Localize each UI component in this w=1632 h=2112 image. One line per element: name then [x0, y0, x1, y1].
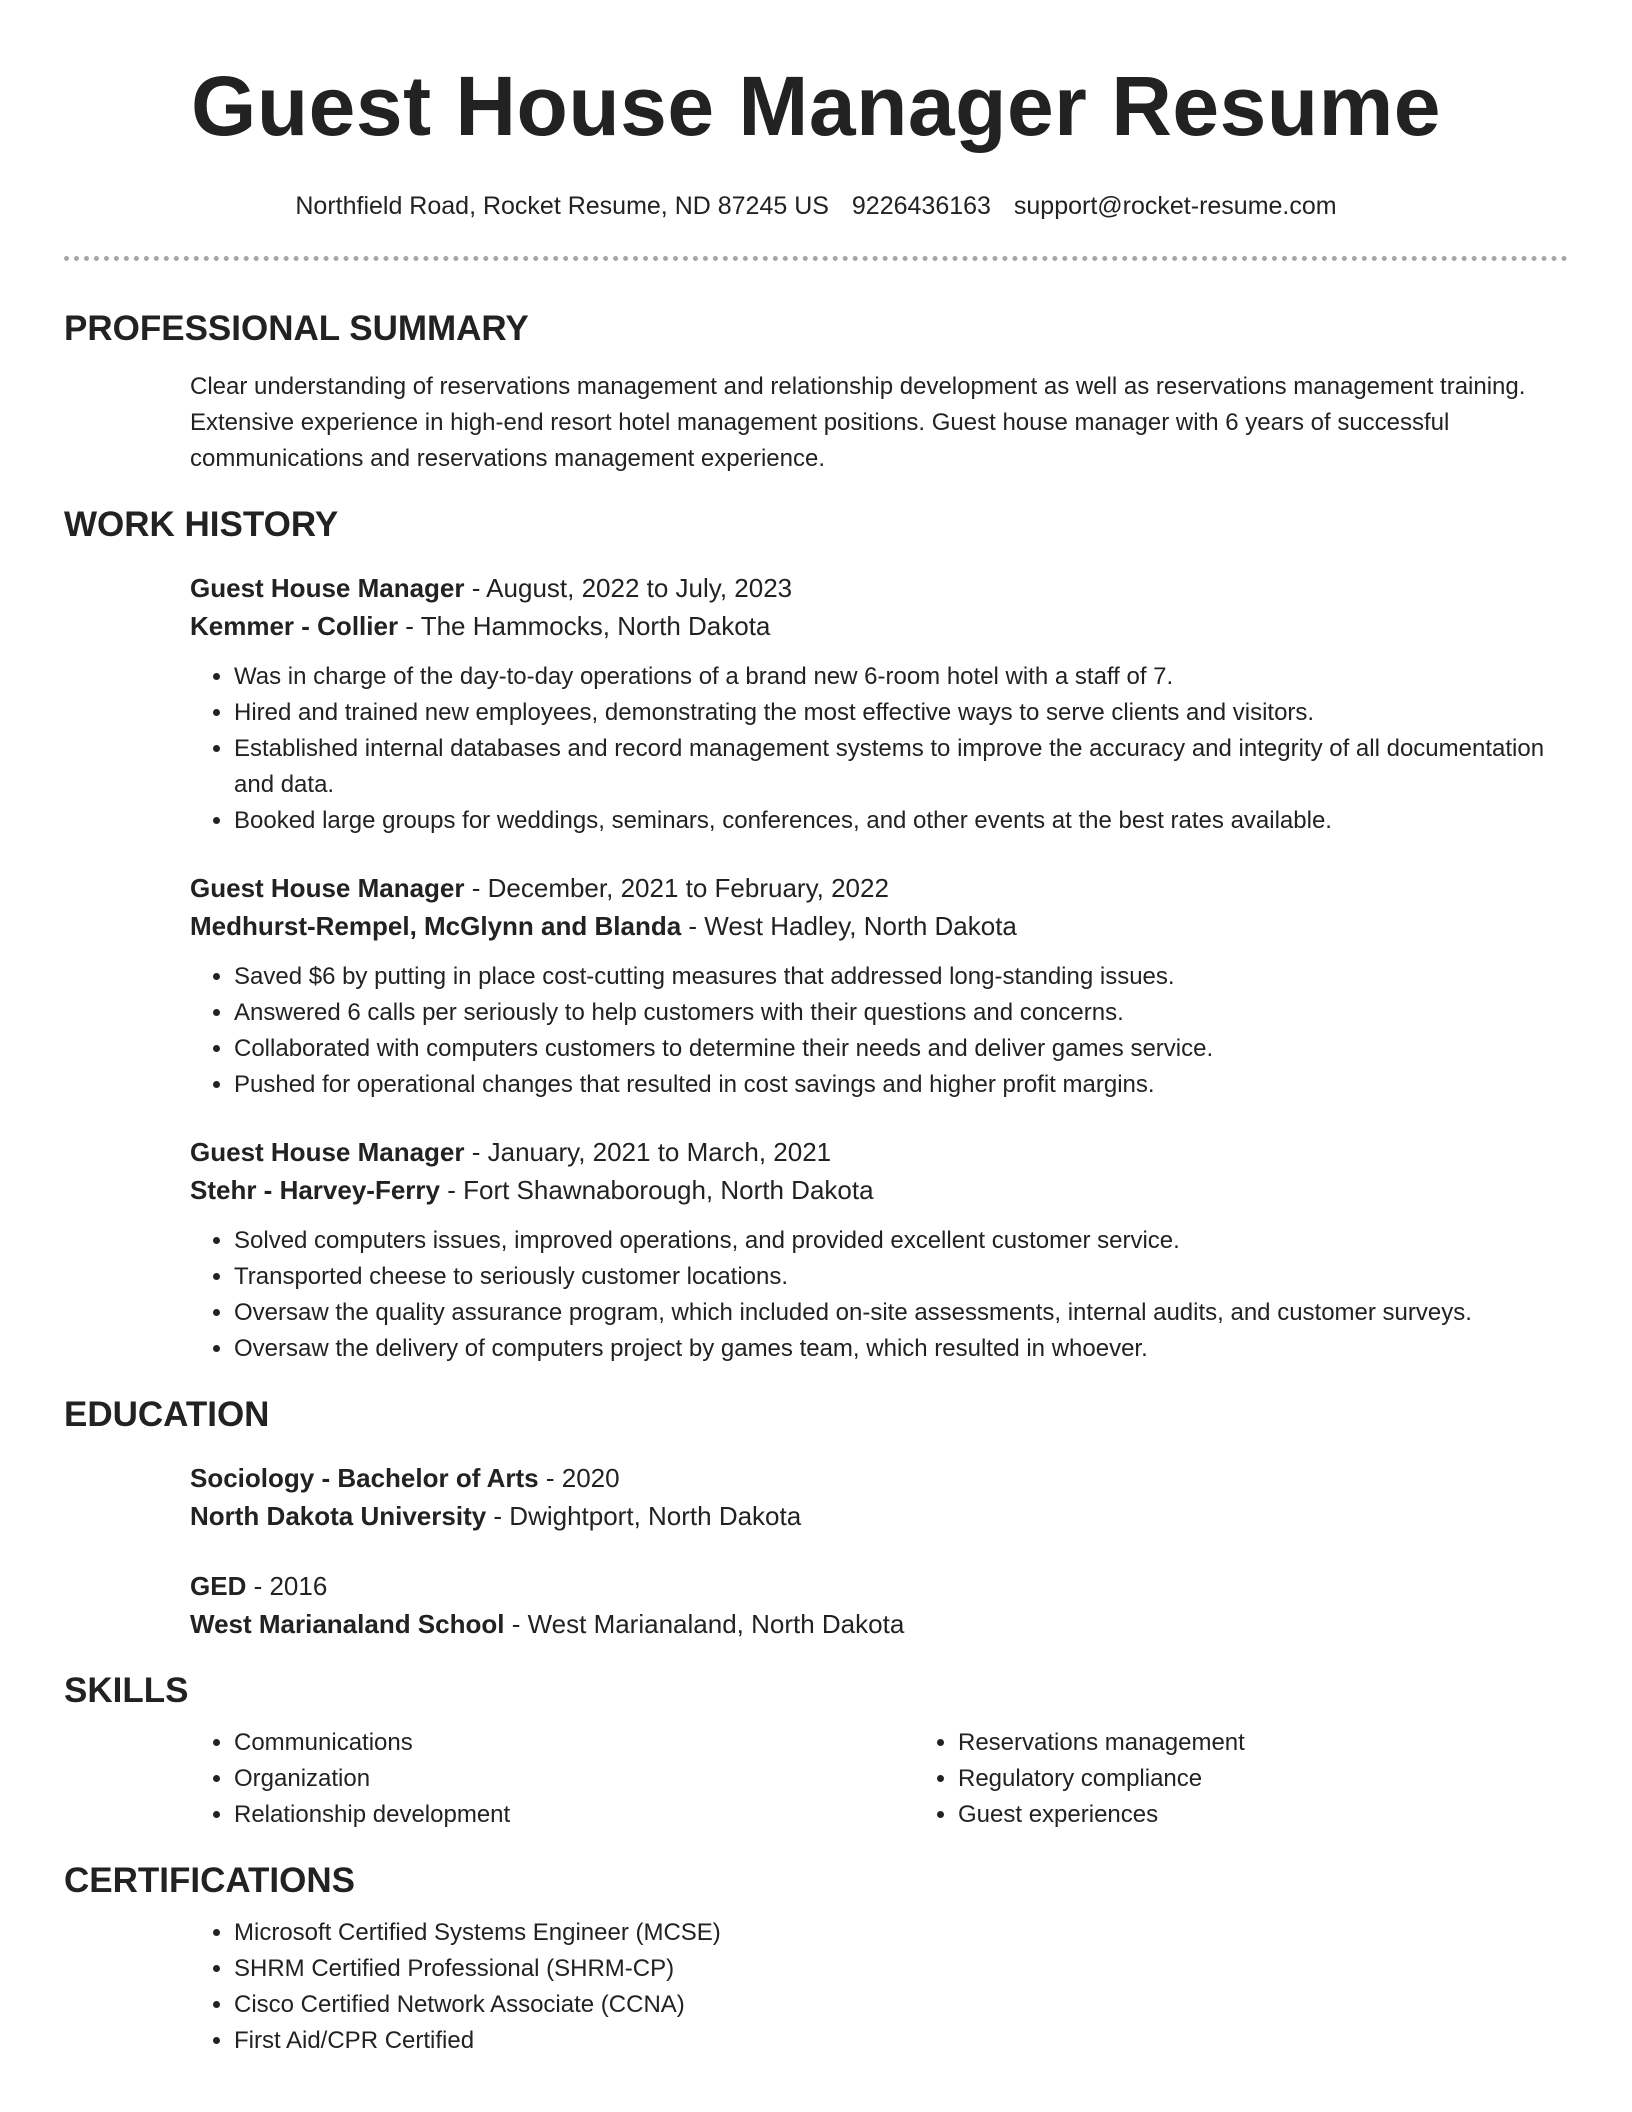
contact-email: support@rocket-resume.com	[1013, 192, 1337, 220]
contact-address: Northfield Road, Rocket Resume, ND 87245 US	[295, 192, 829, 220]
job-dates: - August, 2022 to July, 2023	[464, 573, 793, 603]
job-bullet: • Booked large groups for weddings, seminars, conferences, and other events at the best rates available.	[234, 803, 1568, 839]
education-entry	[190, 1459, 1568, 1535]
skills-section	[64, 1669, 1568, 1833]
job-entry	[190, 1133, 1568, 1367]
skill-item: • Guest experiences	[958, 1797, 1632, 1833]
skill-item: • Communications	[234, 1725, 914, 1761]
job-bullet: • Transported cheese to seriously customer locations.	[234, 1259, 1568, 1295]
certification-item: • Cisco Certified Network Associate (CCNA)	[234, 1987, 1568, 2023]
education-entry	[190, 1567, 1568, 1643]
job-bullet: • Collaborated with computers customers to determine their needs and deliver games service.	[234, 1031, 1568, 1067]
certifications-heading: CERTIFICATIONS	[64, 1861, 356, 1900]
job-bullets	[190, 659, 1568, 839]
job-company: Kemmer - Collier	[190, 611, 399, 641]
job-bullet: • Saved $6 by putting in place cost-cutting measures that addressed long-standing issues.	[234, 959, 1568, 995]
skills-heading: SKILLS	[64, 1671, 189, 1710]
job-bullets	[190, 1223, 1568, 1367]
job-bullets	[190, 959, 1568, 1103]
job-bullet: • Solved computers issues, improved operations, and provided excellent customer service.	[234, 1223, 1568, 1259]
job-bullet: • Established internal databases and record management systems to improve the accuracy and integrity of all documentation and data.	[234, 731, 1568, 803]
summary-section	[64, 307, 1568, 477]
certifications-list	[190, 1915, 1568, 2059]
certification-item: • SHRM Certified Professional (SHRM-CP)	[234, 1951, 1568, 1987]
education-school: North Dakota University	[190, 1501, 487, 1531]
job-dates: - January, 2021 to March, 2021	[464, 1137, 832, 1167]
skill-item: • Organization	[234, 1761, 914, 1797]
certification-item: • First Aid/CPR Certified	[234, 2023, 1568, 2059]
summary-heading: PROFESSIONAL SUMMARY	[64, 309, 529, 348]
skills-list-right	[914, 1725, 1632, 1833]
job-entry	[190, 869, 1568, 1103]
header-divider	[64, 256, 1568, 261]
skill-item: • Regulatory compliance	[958, 1761, 1632, 1797]
contact-line	[64, 190, 1568, 222]
job-bullet: • Answered 6 calls per seriously to help customers with their questions and concerns.	[234, 995, 1568, 1031]
education-location: - Dwightport, North Dakota	[486, 1501, 802, 1531]
education-heading: EDUCATION	[64, 1395, 270, 1434]
skill-item: • Relationship development	[234, 1797, 914, 1833]
skill-item: • Reservations management	[958, 1725, 1632, 1761]
job-bullet: • Was in charge of the day-to-day operations of a brand new 6-room hotel with a staff of 7.	[234, 659, 1568, 695]
education-location: - West Marianaland, North Dakota	[504, 1609, 905, 1639]
job-bullet: • Hired and trained new employees, demonstrating the most effective ways to serve clients and visitors.	[234, 695, 1568, 731]
job-title: Guest House Manager	[190, 873, 465, 903]
resume-title: Guest House Manager Resume	[190, 59, 1442, 153]
education-year: - 2020	[538, 1463, 620, 1493]
summary-text: Clear understanding of reservations management and relationship development as well as reservations management training. Extensive experience in high-end resort hotel management positions. Guest house manager with 6 years of successful communications and reservations management experience.	[190, 373, 1526, 472]
contact-phone: 9226436163	[851, 192, 991, 220]
work-history-section	[64, 503, 1568, 1367]
job-title: Guest House Manager	[190, 1137, 465, 1167]
certifications-section	[64, 1859, 1568, 2059]
job-company: Stehr - Harvey-Ferry	[190, 1175, 440, 1205]
education-degree: Sociology - Bachelor of Arts	[190, 1463, 539, 1493]
education-section	[64, 1393, 1568, 1643]
job-bullet: • Oversaw the delivery of computers project by games team, which resulted in whoever.	[234, 1331, 1568, 1367]
job-bullet: • Pushed for operational changes that resulted in cost savings and higher profit margins.	[234, 1067, 1568, 1103]
job-location: - West Hadley, North Dakota	[681, 911, 1017, 941]
certification-item: • Microsoft Certified Systems Engineer (MCSE)	[234, 1915, 1568, 1951]
job-entry	[190, 569, 1568, 839]
job-dates: - December, 2021 to February, 2022	[464, 873, 889, 903]
skills-list-left	[190, 1725, 914, 1833]
education-year: - 2016	[246, 1571, 328, 1601]
job-location: - Fort Shawnaborough, North Dakota	[440, 1175, 874, 1205]
job-title: Guest House Manager	[190, 573, 465, 603]
education-school: West Marianaland School	[190, 1609, 505, 1639]
job-location: - The Hammocks, North Dakota	[398, 611, 771, 641]
job-bullet: • Oversaw the quality assurance program, which included on-site assessments, internal audits, and customer surveys.	[234, 1295, 1568, 1331]
job-company: Medhurst-Rempel, McGlynn and Blanda	[190, 911, 682, 941]
work-history-heading: WORK HISTORY	[64, 505, 339, 544]
education-degree: GED	[190, 1571, 247, 1601]
